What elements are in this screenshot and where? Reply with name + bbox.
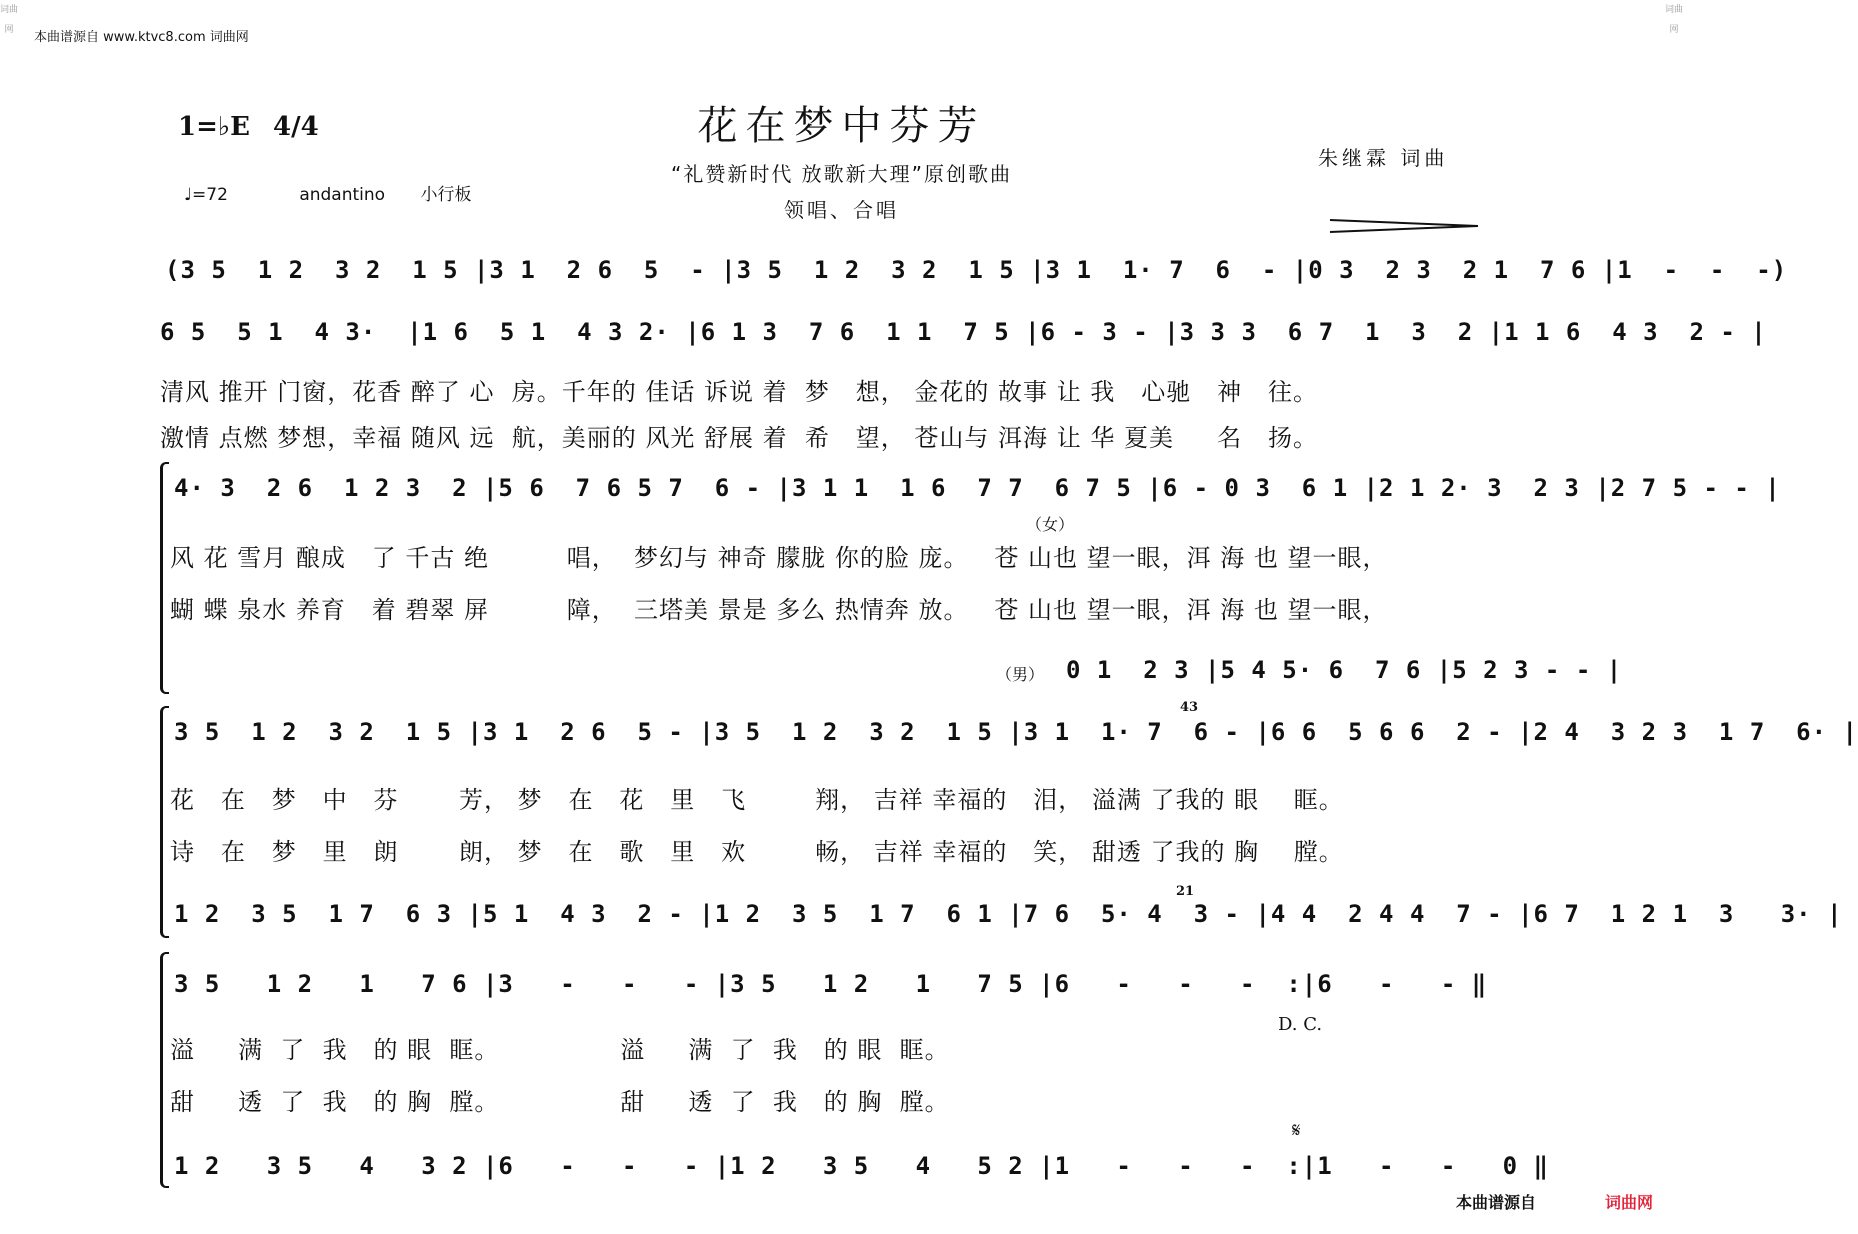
bracket-system-3 — [160, 706, 169, 938]
voice-arrangement: 领唱、合唱 — [784, 198, 899, 222]
intro-notation: (3 5 1 2 3 2 1 5 |3 1 2 6 5 - |3 5 1 2 3 2 1 5 |3 1 1· 7 6 - |0 3 2 3 2 1 7 6 |1 - - -) — [165, 256, 1788, 284]
coda-harmony-notation: 1 2 3 5 4 3 2 |6 - - - |1 2 3 5 4 5 2 |1 - - - :|1 - - 0 ‖ — [174, 1152, 1549, 1180]
bracket-system-2 — [160, 462, 169, 694]
footer-source-label: 本曲谱源自 — [1456, 1193, 1537, 1212]
grace-note-1: 43 — [1180, 700, 1199, 715]
lyrics-verse-1: 清风 推开 门窗，花香 醉了 心 房。千年的 佳话 诉说 着 梦 想， 金花的 故事 让 我 心驰 神 往。 — [160, 378, 1318, 406]
grace-note-2: 21 — [1176, 884, 1195, 899]
song-title: 花在梦中芬芳 — [697, 103, 986, 149]
time-signature: 4/4 — [273, 112, 319, 142]
chorus-harmony-notation: 1 2 3 5 1 7 6 3 |5 1 4 3 2 - |1 2 3 5 1 7 6 1 |7 6 5· 4 3 - |4 4 2 4 4 7 - |6 7 1 2 1 3 3· | — [174, 900, 1843, 928]
lyrics-coda-1: 溢 满 了 我 的 眼 眶。 溢 满 了 我 的 眼 眶。 — [170, 1036, 950, 1064]
lyrics-chorus-2: 诗 在 梦 里 朗 朗， 梦 在 歌 里 欢 畅， 吉祥 幸福的 笑， 甜透 了我的 胸 膛。 — [170, 838, 1344, 866]
edge-watermark-text: 词曲网 — [0, 5, 19, 35]
segno-mark: 𝄋 — [1292, 1118, 1301, 1142]
source-note: 本曲谱源自 www.ktvc8.com 词曲网 — [34, 30, 249, 45]
key-signature: 1=♭E — [178, 112, 250, 142]
lyrics-coda-2: 甜 透 了 我 的 胸 膛。 甜 透 了 我 的 胸 膛。 — [170, 1088, 950, 1116]
decrescendo-hairpin — [1330, 218, 1480, 234]
bracket-system-4 — [160, 952, 169, 1188]
edge-watermark-text: 词曲网 — [1665, 5, 1684, 35]
tempo-chinese: 小行板 — [420, 185, 472, 205]
author-credit: 朱继霖 词曲 — [1318, 146, 1449, 170]
da-capo-mark: D. C. — [1278, 1014, 1323, 1035]
lyrics-bridge-2: 蝴 蝶 泉水 养育 着 碧翠 屏 障， 三塔美 景是 多么 热情奔 放。 苍 山也 望一眼，洱 海 也 望一眼， — [170, 596, 1388, 624]
bridge-notation: 4· 3 2 6 1 2 3 2 |5 6 7 6 5 7 6 - |3 1 1 1 6 7 7 6 7 5 |6 - 0 3 6 1 |2 1 2· 3 2 3 |2 7 5 - - | — [174, 474, 1781, 502]
verse-notation: 6 5 5 1 4 3· |1 6 5 1 4 3 2· |6 1 3 7 6 1 1 7 5 |6 - 3 - |3 3 3 6 7 1 3 2 |1 1 6 4 3 2 - | — [160, 318, 1767, 346]
tempo-italian: andantino — [299, 185, 386, 205]
lyrics-chorus-1: 花 在 梦 中 芬 芳， 梦 在 花 里 飞 翔， 吉祥 幸福的 泪， 溢满 了我的 眼 眶。 — [170, 786, 1344, 814]
lyrics-verse-2: 激情 点燃 梦想，幸福 随风 远 航，美丽的 风光 舒展 着 希 望， 苍山与 洱海 让 华 夏美 名 扬。 — [160, 424, 1318, 452]
coda-notation: 3 5 1 2 1 7 6 |3 - - - |3 5 1 2 1 7 5 |6 - - - :|6 - - ‖ — [174, 970, 1488, 998]
female-voice-mark: （女） — [1026, 515, 1075, 534]
lyrics-bridge-1: 风 花 雪月 酿成 了 千古 绝 唱， 梦幻与 神奇 朦胧 你的脸 庞。 苍 山也 望一眼，洱 海 也 望一眼， — [170, 544, 1388, 572]
footer-site-label: 词曲网 — [1604, 1193, 1653, 1212]
chorus-notation: 3 5 1 2 3 2 1 5 |3 1 2 6 5 - |3 5 1 2 3 2 1 5 |3 1 1· 7 6 - |6 6 5 6 6 2 - |2 4 3 2 3 1 7 6· | — [174, 718, 1858, 746]
tempo-mark: ♩=72 — [184, 185, 228, 205]
male-part-notation: 0 1 2 3 |5 4 5· 6 7 6 |5 2 3 - - | — [1066, 656, 1623, 684]
song-subtitle: “礼赞新时代 放歌新大理”原创歌曲 — [670, 162, 1013, 186]
tempo-marking — [184, 180, 471, 205]
male-voice-mark: （男） — [996, 665, 1045, 684]
